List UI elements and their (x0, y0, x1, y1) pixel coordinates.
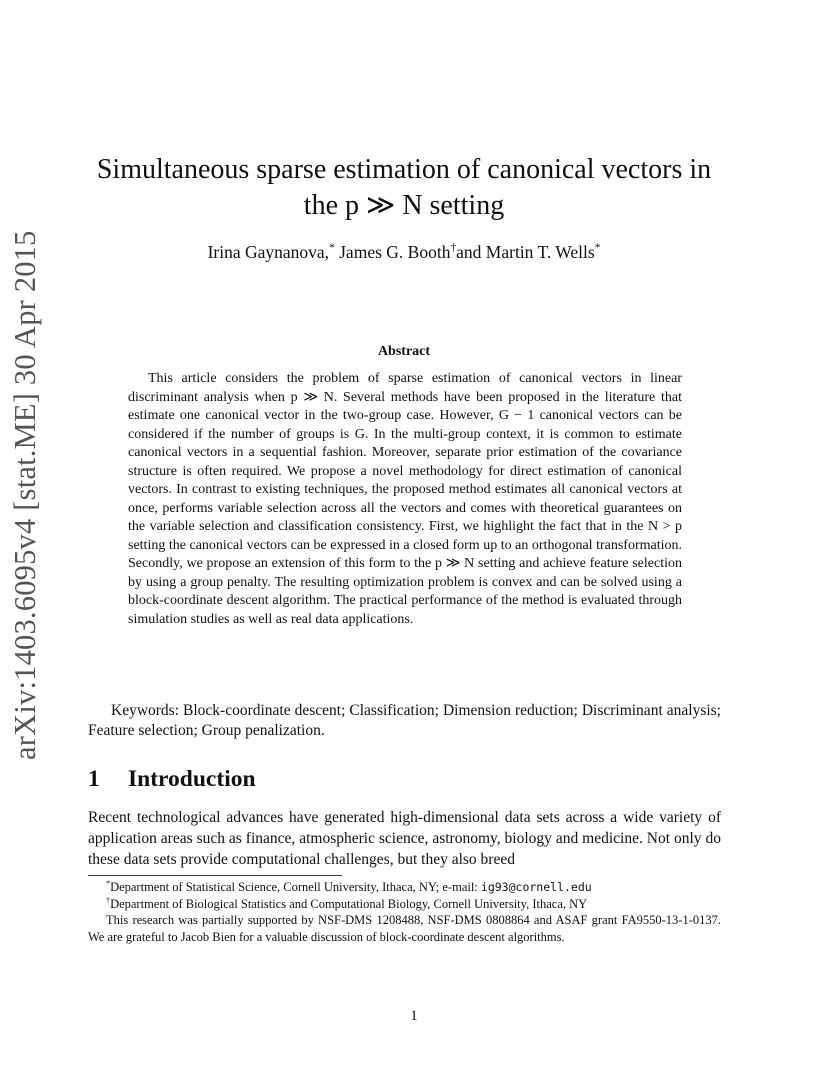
footnote-text: Department of Biological Statistics and Computational Biology, Cornell University, Ithaca, NY (110, 896, 588, 911)
section-heading (88, 766, 256, 793)
paper-title (70, 152, 738, 224)
footnote-text: Department of Statistical Science, Cornell University, Ithaca, NY; e-mail: (110, 880, 481, 894)
author-name: Irina Gaynanova, (207, 242, 330, 262)
page-number: 1 (410, 1008, 418, 1024)
abstract-text: This article considers the problem of sparse estimation of canonical vectors in linear discriminant analysis when p ≫ N. Several methods have been proposed in the literature that estimate one canonical vector in the two-group case. However, G − 1 canonical vectors can be considered if the number of groups is G. In the multi-group context, it is common to estimate canonical vectors in a sequential fashion. Moreover, separate prior estimation of the covariance structure is often required. We propose a novel methodology for direct estimation of canonical vectors. In contrast to existing techniques, the proposed method estimates all canonical vectors at once, performs variable selection across all the vectors and comes with theoretical guarantees on the variable selection and classification consistency. First, we highlight the fact that in the N > p setting the canonical vectors can be expressed in a closed form up to an orthogonal transformation. Secondly, we propose an extension of this form to the p ≫ N setting and achieve feature selection by using a group penalty. The resulting optimization problem is convex and can be solved using a block-coordinate descent algorithm. The practical performance of the method is evaluated through simulation studies as well as real data applications. (128, 371, 682, 627)
affiliation-mark: * (329, 242, 335, 255)
section-number: 1 (88, 766, 100, 792)
arxiv-identifier-stamp: arXiv:1403.6095v4 [stat.ME] 30 Apr 2015 (8, 230, 42, 760)
paper-title-line-1: Simultaneous sparse estimation of canonical vectors in (96, 154, 712, 185)
footnote-affiliation-2 (88, 896, 721, 913)
section-title: Introduction (128, 766, 256, 792)
author-list (70, 242, 738, 263)
footnote-mark: † (106, 895, 111, 905)
keywords-paragraph: Keywords: Block-coordinate descent; Classification; Dimension reduction; Discriminant analysis; Feature selection; Group penalization. (88, 702, 721, 739)
footnote-mark: * (106, 878, 111, 888)
introduction-paragraph: Recent technological advances have generated high-dimensional data sets across a wide variety of application areas such as finance, atmospheric science, astronomy, biology and medicine. Not only do these data sets provide computational challenges, but they also breed (88, 809, 721, 868)
footnotes (88, 879, 721, 945)
email-link[interactable]: ig93@cornell.edu (480, 880, 592, 894)
footnote-affiliation-1 (88, 879, 721, 896)
footnote-funding: This research was partially supported by NSF-DMS 1208488, NSF-DMS 0808864 and ASAF grant FA9550-13-1-0137. We are grateful to Jacob Bien for a valuable discussion of block-coordinate descent algorithms. (88, 913, 721, 944)
abstract-heading: Abstract (377, 344, 431, 359)
author-name: James G. Booth (334, 242, 451, 262)
affiliation-mark: † (450, 242, 457, 255)
paper-title-line-2: the p ≫ N setting (303, 190, 505, 221)
footnote-divider (88, 875, 342, 876)
affiliation-mark: * (594, 242, 601, 255)
author-name: and Martin T. Wells (456, 242, 595, 262)
